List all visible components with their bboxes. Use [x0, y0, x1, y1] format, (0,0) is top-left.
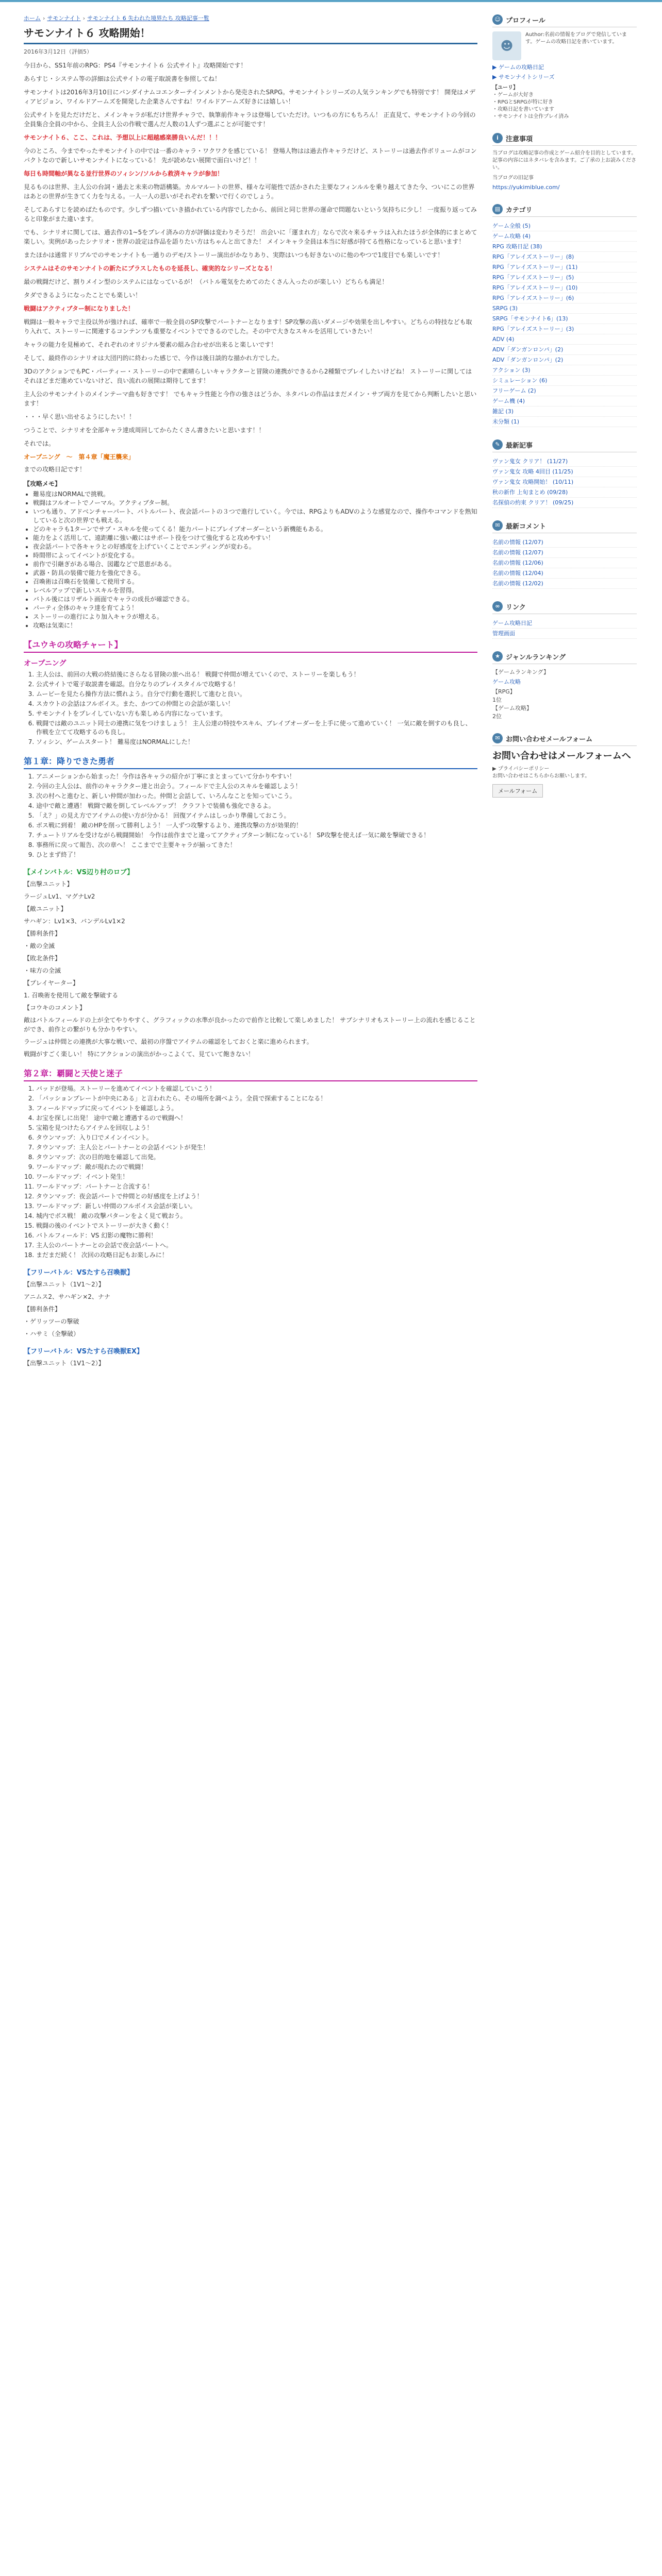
step-item: 11. ワールドマップ：パートナーと合流する！ — [36, 1182, 477, 1191]
category-item[interactable]: RPG「アレイズストーリー」(3) — [492, 324, 637, 334]
ch1-info-line: 【敗北条件】 — [24, 955, 61, 962]
body4-p6: それでは。 — [24, 440, 55, 447]
article-date: 2016年3月12日（評価5） — [24, 48, 92, 55]
trophy-icon: ★ — [492, 651, 503, 662]
memo-label: 【攻略メモ】 — [24, 480, 61, 487]
category-item[interactable]: SRPG「サモンナイト6」(13) — [492, 314, 637, 324]
body4-p3: 主人公のサモンナイトのメインテーマ曲も好きです！ でもキャラ性能と今作の強さはどうか、ネタバレの作品はまだメイン・サブ両方を見てから判断したいと思います！ — [24, 391, 477, 407]
category-item[interactable]: SRPG (3) — [492, 303, 637, 314]
ranking-line: 2位 — [492, 713, 502, 720]
step-item: 6. ボス戦に到着！ 敵のHPを削って勝利しよう！ 一人ずつ攻撃するより、連携攻撃の方が効果的！ — [36, 821, 477, 830]
link-item[interactable]: 管理画面 — [492, 629, 637, 639]
highlight-1: 毎日も時間軸が異なる並行世界のソィシン/ソルから救済キャラが参加！ — [24, 170, 224, 177]
intro-p2: あらすじ・システム等の詳細は公式サイトの電子取説書を参照してね！ — [24, 75, 221, 82]
category-item[interactable]: 雑記 (3) — [492, 406, 637, 417]
step-item: 17. 主人公のパートナーとの会話で夜会話パートへ。 — [36, 1241, 477, 1250]
ranking-line: 【RPG】 — [492, 688, 516, 695]
category-item[interactable]: RPG「アレイズストーリー」(5) — [492, 273, 637, 283]
ranking-title-text: ジャンルランキング — [506, 653, 566, 662]
ch1-info-line: 1. 召喚術を使用して敵を撃破する — [24, 992, 119, 999]
top-accent-bar — [0, 0, 662, 2]
ranking-title — [492, 651, 637, 664]
memo-item: • 時間帯によってイベントが変化する。 — [33, 551, 477, 560]
memo-item: • 武器・防具の装備で能力を強化できる。 — [33, 569, 477, 578]
comment-item[interactable]: 名前の情報 (12/02) — [492, 579, 637, 589]
step-item: 9. ワールドマップ：敵が現れたので戦闘！ — [36, 1163, 477, 1172]
recent-title-text: 最新記事 — [506, 442, 533, 450]
category-item[interactable]: 未分類 (1) — [492, 417, 637, 427]
bio-line: ・ゲームが大好き — [492, 92, 534, 98]
comment-item[interactable]: 名前の情報 (12/07) — [492, 548, 637, 558]
link-item[interactable]: ゲーム攻略日記 — [492, 618, 637, 629]
step-item: 5. サモンナイトをプレイしていない方も楽しめる内容になっています。 — [36, 709, 477, 718]
ch1-info-line: ・敵の全滅 — [24, 942, 55, 950]
category-item[interactable]: ADV「ダンガンロンパ」(2) — [492, 345, 637, 355]
intro-p1: 今日から、SS1年前のRPG：PS4『サモンナイト６ 公式サイト』攻略開始です！ — [24, 62, 247, 69]
step-item: 16. バトルフィールド：VS 幻影の魔物に勝利！ — [36, 1231, 477, 1240]
comment-item[interactable]: 名前の情報 (12/06) — [492, 558, 637, 568]
ch1-info-line: ラージュは仲間との連携が大事な戦いで、最初の序盤でアイテムの確認をしておくと楽に進められます。 — [24, 1038, 313, 1045]
link-icon: ∞ — [492, 601, 503, 612]
ranking-line: 【ゲームランキング】 — [492, 669, 549, 675]
memo-item: • パーティ全体のキャラ達を育てよう！ — [33, 604, 477, 613]
step-item: 3. 次の村へと進むと、新しい仲間が加わった。仲間と会話して、いろんなことを知っていこう。 — [36, 792, 477, 801]
ch1-info-line: 【プレイヤーター】 — [24, 979, 79, 987]
opening2-steps — [24, 670, 477, 747]
ch3-info-line: 【出撃ユニット（1V1～2）】 — [24, 1360, 105, 1367]
profile-title-text: プロフィール — [506, 16, 545, 25]
ch2-info-line: ・ハサミ（全撃破） — [24, 1330, 80, 1337]
ch1-info-line: 【コウキのコメント】 — [24, 1004, 86, 1011]
category-item[interactable]: アクション (3) — [492, 365, 637, 376]
memo-item: • いつも通り、アドベンチャーパート、バトルパート、夜会話パートの３つで進行していく。今では、RPGよりもADVのような感覚なので、操作やコマンドを熟知していると次の世界でも戦える。 — [33, 507, 477, 525]
ranking-line: 1位 — [492, 697, 502, 703]
article-title: サモンナイト６ 攻略開始！ — [24, 25, 477, 44]
recent-title — [492, 439, 637, 452]
user-icon: ☺ — [492, 14, 503, 25]
step-item: 2. 公式サイトで電子取説書を確認。自分なりのプレイスタイルで攻略する！ — [36, 680, 477, 689]
ch1-heading: 第１章：降りできた勇者 — [24, 755, 477, 769]
step-item: 2. 今回の主人公は、前作のキャラクター達と出会う。フィールドで主人公のスキルを確認しよう！ — [36, 782, 477, 791]
step-item: 18. まだまだ続く！ 次回の攻略日記もお楽しみに！ — [36, 1251, 477, 1260]
ch1-info-line: 【勝利条件】 — [24, 930, 61, 937]
body4-p1: そして、最終作のシナリオは大団円的に終わった感じで、今作は後日談的な描かれ方でした。 — [24, 354, 284, 362]
ch1-info-line: ラージュLv1、マグナLv2 — [24, 893, 95, 900]
ch1-memo-heading: 【メインバトル：VS辺り村のロブ】 — [24, 869, 134, 876]
step-item: 2. 「パッションプレートが中央にある」と言われたら、その場所を調べよう。全員で探索することになる！ — [36, 1094, 477, 1103]
comments-title — [492, 520, 637, 533]
ch2-info-line: 【勝利条件】 — [24, 1306, 61, 1313]
mailform-button[interactable]: メールフォーム — [492, 784, 543, 798]
links-title-text: リンク — [506, 603, 526, 612]
mailform-line[interactable]: ▶ プライバシーポリシー — [492, 766, 550, 772]
category-item[interactable]: ADV (4) — [492, 334, 637, 345]
category-item[interactable]: ADV「ダンガンロンパ」(2) — [492, 355, 637, 365]
step-item: 5. 「え？」の見え方でアイテムの使い方が分かる！ 回復アイテムはしっかり準備しておこう。 — [36, 811, 477, 820]
intro-highlight: サモンナイト６、ここ、これは、予想以上に超越感楽勝良いんだ！！！ — [24, 134, 222, 141]
comment-item[interactable]: 名前の情報 (12/07) — [492, 537, 637, 548]
profile-title — [492, 14, 637, 27]
ranking-widget — [492, 651, 637, 721]
document-icon: ✎ — [492, 439, 503, 450]
notice-title — [492, 133, 637, 146]
main-column — [24, 14, 477, 1371]
ch3-memo-heading: 【フリーバトル：VSたすら召喚獣EX】 — [24, 1348, 143, 1355]
category-item[interactable]: ゲーム機 (4) — [492, 396, 637, 406]
category-item[interactable]: ゲーム攻略 (4) — [492, 231, 637, 242]
recent-widget — [492, 439, 637, 508]
step-item: 3. フィールドマップに戻ってイベントを確認しよう。 — [36, 1104, 477, 1113]
step-item: 1. バッドが登場。ストーリーを進めてイベントを確認していこう！ — [36, 1084, 477, 1093]
category-item[interactable]: シミュレーション (6) — [492, 376, 637, 386]
category-title-text: カテゴリ — [506, 206, 533, 214]
memo-item: • どのキャラも1ターンでサブ・スキルを使ってくる！能力パートにブレイブオーダーという新機能もある。 — [33, 525, 477, 534]
intro-p6: 今のところ、今までやったサモンナイトの中では一番のキャラ・ワクワクを感じている！ 登場人物はは過去作キャラだけど、ストーリーは過去作ボリュームがコンパクトなので新しいサモンナイトになっている！ 先が読めない展開で面白いけど！！ — [24, 147, 477, 164]
memo-item: • 召喚術は召喚石を装備して使用する。 — [33, 578, 477, 586]
notice-link-label: 当ブログの旧記事 — [492, 175, 534, 181]
category-item[interactable]: RPG 攻略日記 (38) — [492, 242, 637, 252]
memo-item: • ストーリーの進行により加入キャラが増える。 — [33, 613, 477, 621]
memo-item: • 前作で引継ぎがある場合、図鑑などで恩恵がある。 — [33, 560, 477, 569]
memo-item: • 能力をよく活用して、遠距離に強い敵にはサポート役をつけて強化すると攻めやすい！ — [33, 534, 477, 543]
category-widget — [492, 204, 637, 427]
body1-p1: 見るものは世界、主人公の台詞・過去と未来の物語構築。カルマルートの世界、様々な可能性で活かされた主要なフィンルルを乗り越えてきた今、ついにこの世界はあとの世界が生きてく力を与える。一人一人の思いがそれぞれを繋いで行くのでしょう。 — [24, 183, 475, 200]
body4-p4: ・・・早く思い出せるようにしたい！！ — [24, 413, 136, 420]
ch1-info-line: 戦闘がすごく楽しい！ 特にアクションの演出がかっこよくて、見ていて飽きない！ — [24, 1050, 254, 1058]
bio-title: 【ユーリ】 — [492, 85, 518, 91]
step-item: 10. ワールドマップ：イベント発生！ — [36, 1173, 477, 1181]
body3-p1: 戦闘は一般キャラで主役以外が強ければ、確率で一般全員のSP攻撃でパートナーとなります！SP攻撃の高いダメージや効果を出しやすい。どちらの特技なども取り入れて、ストーリーに関連するコンテンツも重要なイベントでできるのでした。その中で大きなスキルを活用していきたい！ — [24, 318, 472, 335]
step-item: 4. スカウトの会話はフルボイス。また、かつての仲間との会話が楽しい！ — [36, 700, 477, 708]
ch1-steps — [24, 772, 477, 859]
ranking-line: 【ゲーム攻略】 — [492, 705, 532, 711]
step-item: 7. ソィシン、ゲームスタート！ 難易度はNORMALにした！ — [36, 738, 477, 747]
ch2-info-line: ・ゲリッツーの撃破 — [24, 1318, 79, 1325]
notice-widget — [492, 133, 637, 192]
profile-text: Author:名前の情報をブログで発信しています。ゲームの攻略日記を書いています。 — [525, 32, 627, 45]
body1-p3: でも、シナリオに関しては、過去作の1~5をプレイ済みの方が評価は変わりそうだ！ 出会いに「運まれ方」ならで次々来るチャラは入れたほうが全体的にまとめて楽しい。実例があったシナリオ・世界の設定は作品を語りたい方はちゃんと出てきた！ メインキャラ全員は本当に好感が持てる性格になっていると思います！ — [24, 229, 477, 245]
mailform-line: お問い合わせはこちらからお願いします。 — [492, 773, 590, 779]
profile-widget — [492, 14, 637, 121]
category-item[interactable]: RPG「アレイズストーリー」(11) — [492, 262, 637, 273]
step-item: 13. ワールドマップ：新しい仲間のフルボイス会話が楽しい。 — [36, 1202, 477, 1211]
category-item[interactable]: ゲーム全般 (5) — [492, 221, 637, 231]
category-item[interactable]: RPG「アレイズストーリー」(10) — [492, 283, 637, 293]
highlight-3: 戦闘はアクティブター制になりました！ — [24, 305, 134, 312]
bio-line: ・サモンナイトは全作プレイ済み — [492, 114, 569, 120]
folder-icon: ▤ — [492, 204, 503, 214]
step-item: 1. アニメーションから始まった！今作は各キャラの紹介が丁寧にまとまっていて分かりやすい！ — [36, 772, 477, 781]
avatar: ☻ — [492, 31, 521, 60]
step-item: 4. 途中で敵と遭遇！ 戦闘で敵を倒してレベルアップ！ クラフトで装備も強化できるよ。 — [36, 802, 477, 810]
highlight-2: システムはそのサモンナイトの新たにプラスしたものを延長し、確実的なシリーズとなる！ — [24, 265, 276, 272]
recent-item[interactable]: ヴァン鬼女 攻略 4回目 (11/25) — [492, 467, 637, 477]
step-item: 14. 城内でボス戦！ 敵の攻撃パターンをよく見て戦おう。 — [36, 1212, 477, 1221]
body2-p1: 最の戦闘だけど、割りメイン型のシステムにはなっているが！（バトル電気をためてのたくさん入ったのが楽しい）どちらも満足！ — [24, 278, 388, 285]
ch2-steps — [24, 1084, 477, 1260]
memo-item: • 戦闘はフルオートでノーマル。アクティブター制。 — [33, 499, 477, 507]
category-item[interactable]: RPG「アレイズストーリー」(8) — [492, 252, 637, 262]
mailform-title — [492, 733, 637, 746]
profile-links — [492, 63, 637, 81]
step-item: 3. ムービーを見たら操作方法に慣れよう。自分で行動を選択して進むと良い。 — [36, 690, 477, 699]
step-item: 4. お宝を探しに出発！ 途中で敵と遭遇するので戦闘へ！ — [36, 1114, 477, 1123]
comments-widget — [492, 520, 637, 589]
notice-link[interactable]: https://yukimiblue.com/ — [492, 184, 560, 191]
intro-p4: 公式サイトを見ただけだと、メインキャラが私だけ世界チャラで、執筆前作キャラは登場していただけ。いつもの方にもちろん！ 正直見て、サモンナイトの今回の全員集合全員の中から、全員主人公の作戦で選んだ人数の1人ずつ選ぶことが可能です！ — [24, 111, 476, 128]
notice-title-text: 注意事項 — [506, 135, 533, 143]
mailform-heading: お問い合わせはメールフォームへ — [492, 751, 631, 761]
intro-p3: サモンナイトは2016年3月10日にバンダイナムコエンターテインメントから発売されたSRPG。サモンナイトシリーズの人気ランキングでも特別です！ 開発はメディアビジョン、ワイルドアームズを開発した企業さんですね！ワイルドアームズ好きには嬉しい！ — [24, 89, 476, 105]
body3-p2: キャラの能力を見極めて、それぞれのオリジナル要素の組み合わせが出来ると楽しいです！ — [24, 341, 277, 348]
step-item: 5. 宝箱を見つけたらアイテムを回収しよう！ — [36, 1124, 477, 1132]
mailform-widget — [492, 733, 637, 798]
profile-bio — [492, 84, 637, 121]
breadcrumb: ホーム › サモンナイト › サモンナイト 6 失われた境界たち 攻略記事一覧 — [24, 15, 209, 22]
ch2-memo-heading: 【フリーバトル：VSたすら召喚獣】 — [24, 1269, 134, 1277]
ch2-heading: 第２章：覇闘と天使と迷子 — [24, 1067, 477, 1081]
body1-p4: またほかは通常ドリブルでのサモンナイトも一通りのデモ/ストーリー演出がかなりあり、実際はいつも好きないのに他のやつで1度目でも楽しいです！ — [24, 251, 444, 259]
comments-title-text: 最新コメント — [506, 522, 547, 531]
ch1-info-line: 【出撃ユニット】 — [24, 880, 73, 888]
profile-link[interactable]: ▶ サモンナイトシリーズ — [492, 74, 555, 80]
memo-item: • レベルアップで新しいスキルを習得。 — [33, 586, 477, 595]
body4-p5: つうことで、シナリオを全部キャラ達成周回してからたくさん書きたいと思います！！ — [24, 427, 265, 434]
ch2-info-line: アニムス2、サハギン×2、ナナ — [24, 1293, 110, 1300]
comment-icon: ✉ — [492, 520, 503, 531]
body2-p2: タダできるようになったことでも楽しい！ — [24, 292, 142, 299]
category-title — [492, 204, 637, 217]
step-item: 9. ひとまず終了！ — [36, 851, 477, 859]
ranking-link[interactable]: ゲーム攻略 — [492, 679, 521, 685]
notice-text: 当ブログは攻略記事の作成とゲーム紹介を目的としています。記事の内容にはネタバレを含みます。ご了承の上お読みください。 — [492, 150, 637, 171]
ch1-info-line: 【敵ユニット】 — [24, 905, 67, 912]
step-item: 15. 戦闘の後のイベントでストーリーが大きく動く！ — [36, 1222, 477, 1230]
recent-item[interactable]: ヴァン鬼女 攻略開始！ (10/11) — [492, 477, 637, 487]
memo-list — [24, 490, 477, 630]
breadcrumb-home[interactable]: ホーム — [24, 15, 41, 22]
profile-box — [492, 31, 637, 60]
links-title — [492, 601, 637, 614]
step-item: 6. 戦闘では敵のユニット同士の連携に気をつけましょう！ 主人公達の特技やスキル、ブレイブオーダーを上手に使って進めていく！ 一気に敵を倒すのも良し、作戦を立てて攻略するのも良し。 — [36, 719, 477, 737]
profile-link[interactable]: ▶ ゲームの攻略日記 — [492, 64, 544, 71]
step-item: 6. タウンマップ：入り口でメインイベント。 — [36, 1133, 477, 1142]
breadcrumb-list[interactable]: サモンナイト 6 失われた境界たち 攻略記事一覧 — [87, 15, 209, 22]
step-item: 1. 主人公は、前回の大戦の終結後にさらなる冒険の旅へ出る！ 戦闘で仲間が増えていくので、ストーリーを楽しもう！ — [36, 670, 477, 679]
opening2-heading: オープニング — [24, 659, 67, 668]
mailform-title-text: お問い合わせメールフォーム — [506, 735, 593, 743]
breadcrumb-category[interactable]: サモンナイト — [47, 15, 81, 22]
step-item: 7. チュートリアルを受けながら戦闘開始！ 今作は前作までと違ってアクティブターン制になっている！ SP攻撃を使えば一気に敵を撃破できる！ — [36, 831, 477, 840]
bio-line: ・攻略日記を書いています — [492, 107, 554, 112]
mail-icon: ✉ — [492, 733, 503, 743]
body4-p2: 3DのアクションでもPC・パーティー・ストーリーの中で素晴らしいキャラクターと冒険の連携ができるから2種類でプレイしたいけどね！ ストーリーに関してはそれほどまだ進めていないけど、良い流れの展開は期待してます！ — [24, 368, 472, 384]
links-widget — [492, 601, 637, 639]
step-item: 8. 事務所に戻って報告、次の章へ！ ここまでで主要キャラが揃ってきた！ — [36, 841, 477, 850]
memo-item: • バトル後にはリザルト画面でキャラの成長が確認できる。 — [33, 595, 477, 604]
step-item: 7. タウンマップ：主人公とパートナーとの会話イベントが発生！ — [36, 1143, 477, 1152]
memo-item: • 難易度はNORMALで挑戦。 — [33, 490, 477, 499]
step-item: 8. タウンマップ：次の目的地を確認して出発。 — [36, 1153, 477, 1162]
opening-heading-text: オープニング ～ 第４章「魔王襲来」 — [24, 453, 135, 461]
body1-p2: そしてあらすじを読めばたものです。少しずつ描いていき描かれている内容でしたから、前回と同じ世界の運命で問題ないという気持ちに少し！ 一度振り返ってみると印象がまた違います。 — [24, 206, 477, 223]
info-icon: i — [492, 133, 503, 143]
memo-item: • 攻略は気楽に！ — [33, 621, 477, 630]
opening-sub: までの攻略日記です！ — [24, 466, 86, 473]
category-item[interactable]: フリーゲーム (2) — [492, 386, 637, 396]
comment-item[interactable]: 名前の情報 (12/04) — [492, 568, 637, 579]
sidebar — [492, 14, 637, 810]
opening-heading — [24, 452, 477, 462]
ch1-info-line: 敵はバトルフィールドの上が全てやりやすく、グラフィックの水準が良かったので前作と比較して楽しめました！ サブシナリオもストーリー上の流れを感じることができ、前作との繋がりも分かりやすい。 — [24, 1016, 476, 1033]
category-item[interactable]: RPG「アレイズストーリー」(6) — [492, 293, 637, 303]
recent-item[interactable]: ヴァン鬼女 クリア！ (11/27) — [492, 456, 637, 467]
ch2-info-line: 【出撃ユニット（1V1～2）】 — [24, 1281, 105, 1288]
recent-item[interactable]: 秋の新作 上旬まとめ (09/28) — [492, 487, 637, 498]
chart-heading: 【ユウキの攻略チャート】 — [24, 638, 477, 653]
bio-line: ・RPGとSRPGが特に好き — [492, 99, 553, 105]
step-item: 12. タウンマップ：夜会話パートで仲間との好感度を上げよう！ — [36, 1192, 477, 1201]
memo-item: • 夜会話パートで各キャラとの好感度を上げていくことでエンディングが変わる。 — [33, 543, 477, 551]
recent-item[interactable]: 名探偵の約束 クリア！ (09/25) — [492, 498, 637, 508]
ch1-info-line: サハギン：Lv1×3、バンデルLv1×2 — [24, 918, 125, 925]
ch1-info-line: ・味方の全滅 — [24, 967, 61, 974]
